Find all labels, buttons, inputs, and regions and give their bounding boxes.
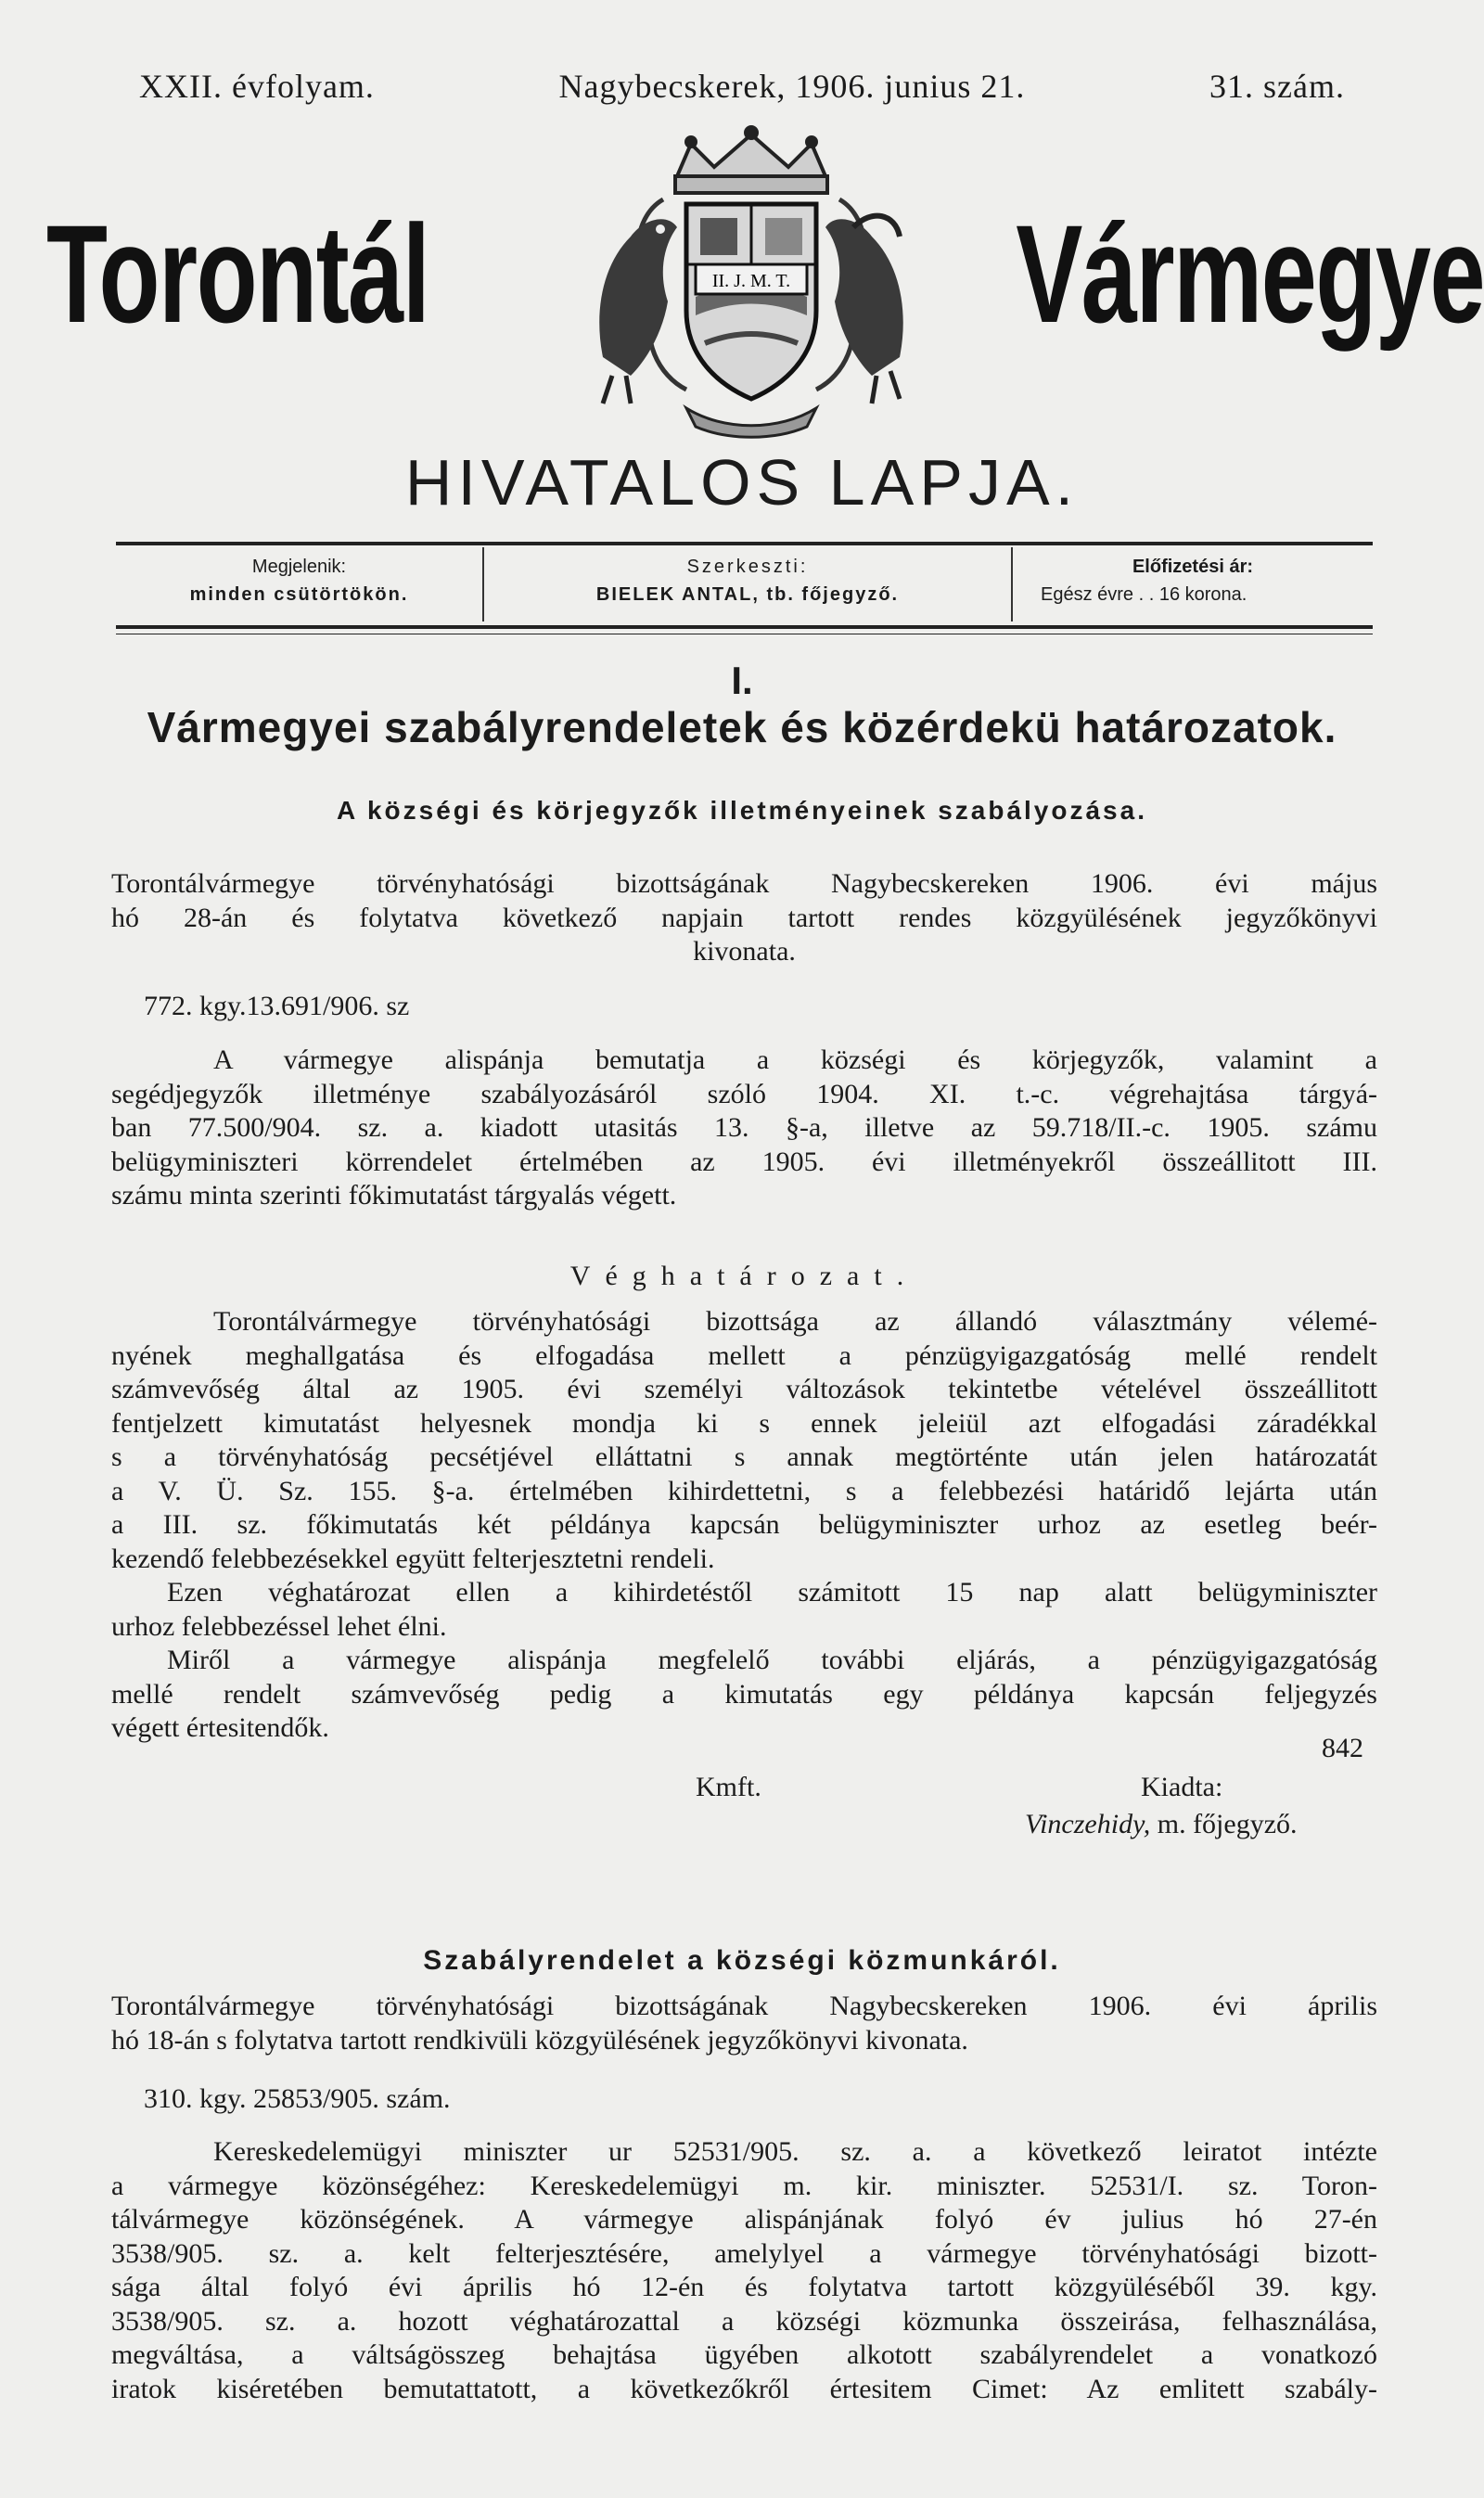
issued-label: Kiadta: [1141,1772,1223,1802]
article2-reference: 310. kgy. 25853/905. szám. [144,2083,451,2114]
text-line: a III. sz. főkimutatás két példánya kapcsán belügyminiszter urhoz az esetleg beér- [111,1509,1377,1540]
issue-number: 31. szám. [1209,68,1345,105]
text-line: A vármegye alispánja bemutatja a községi és körjegyzők, valamint a [213,1044,1377,1075]
text-line: mellé rendelt számvevőség pedig a kimutatás egy példánya kapcsán feljegyzés [111,1678,1377,1710]
text-line: fentjelzett kimutatást helyesnek mondja ki s ennek jeleiül azt elfogadási záradékkal [111,1407,1377,1439]
article1-paragraph [111,1044,1377,1213]
signature [1025,1809,1298,1840]
section-title: Vármegyei szabályrendeletek és közérdekü határozatok. [147,703,1337,751]
article1-intro [111,867,1377,969]
text-line: urhoz felebbezéssel lehet élni. [111,1610,447,1642]
article1-decision [111,1305,1377,1746]
text-line: megváltása, a váltságösszeg behajtása ügyében alkotott szabályrendelet a vonatkozó [111,2339,1377,2370]
text-line: nyének meghallgatása és elfogadása mellett a pénzügyigazgatóság mellé rendelt [111,1339,1377,1371]
top-rule [116,542,1373,545]
text-line: számu minta szerinti főkimutatást tárgyalás végett. [111,1180,677,1211]
text-line: ban 77.500/904. sz. a. kiadott utasitás 13. §-a, illetve az 59.718/II.-c. 1905. számu [111,1112,1377,1143]
text-line: hó 28-án és folytatva következő napjain tartott rendes közgyülésének jegyzőkönyvi [111,902,1377,933]
text-line: Ezen véghatározat ellen a kihirdetéstől számitott 15 nap alatt belügyminiszter [167,1577,1377,1608]
publication-info [116,547,482,621]
price-label: Előfizetési ár: [1132,557,1254,577]
text-line: végett értesitendők. [111,1712,329,1743]
published-value: minden csütörtökön. [189,584,409,605]
article2-intro [111,1990,1377,2057]
issue-header [139,67,1345,106]
text-line: kivonata. [693,936,796,967]
text-line: számvevőség által az 1905. évi személyi változások tekintetbe vételével összeállitott [111,1374,1377,1404]
text-line: Torontálvármegye törvényhatósági bizottsága az állandó választmány vélemé- [213,1306,1377,1337]
article-title: A községi és körjegyzők illetményeinek szabályozása. [337,796,1147,825]
text-line: segédjegyzők illetménye szabályozásáról szóló 1904. XI. t.-c. végrehajtása tárgyá- [111,1078,1377,1109]
bottom-rule [116,625,1373,629]
text-line: Miről a vármegye alispánja megfelelő további eljárás, a pénzügyigazgatóság [167,1645,1377,1675]
text-line: Torontálvármegye törvényhatósági bizottságának Nagybecskereken 1906. évi április [111,1991,1377,2021]
place-date: Nagybecskerek, 1906. junius 21. [558,68,1026,105]
text-line: iratok kiséretében bemutattatott, a következőkről értesitem Cimet: Az emlitett szabály- [111,2373,1377,2404]
published-label: Megjelenik: [251,557,347,577]
article2-paragraph [111,2135,1377,2406]
text-line: 3538/905. sz. a. hozott véghatározattal a községi közmunka összeirása, felhasználása, [111,2305,1377,2337]
text-line: a V. Ü. Sz. 155. §-a. értelmében kihirdettetni, s a felebbezési határidő lejárta után [111,1475,1377,1506]
text-line: kezendő felebbezésekkel együtt felterjesztetni rendeli. [111,1543,715,1574]
masthead-title-left: Torontál [46,196,429,352]
text-line: a vármegye közönségéhez: Kereskedelemügyi m. kir. miniszter. 52531/I. sz. Toron- [111,2170,1377,2201]
text-line: tálvármegye közönségének. A vármegye alispánjának folyó év julius hó 27-én [111,2204,1377,2235]
editor-label: Szerkeszti: [686,557,809,577]
text-line: Torontálvármegye törvényhatósági bizottságának Nagybecskereken 1906. évi május [111,868,1377,899]
masthead-title-right: Vármegye [1016,196,1484,352]
editor-info [482,547,1011,621]
document-number: 842 [1322,1733,1363,1763]
volume-label: XXII. évfolyam. [139,68,375,105]
signer-title: m. főjegyző. [1157,1809,1298,1839]
editor-value: BIELEK ANTAL, tb. főjegyző. [595,584,900,605]
text-line: s a törvényhatóság pecsétjével elláttatni s annak megtörténte után jelen határozatát [111,1441,1377,1472]
article1-reference: 772. kgy.13.691/906. sz [144,991,410,1021]
crest-label: II. J. M. T. [711,271,791,291]
text-line: Kereskedelemügyi miniszter ur 52531/905. sz. a. a következő leiratot intézte [213,2136,1377,2167]
coat-of-arms-icon [575,125,928,441]
signer-name: Vinczehidy, [1025,1809,1151,1839]
text-line: hó 18-án s folytatva tartott rendkivüli közgyülésének jegyzőkönyvi kivonata. [111,2024,968,2056]
kmft-label: Kmft. [696,1772,761,1802]
text-line: 3538/905. sz. a. kelt felterjesztésére, amelylyel a vármegye törvényhatósági bizott- [111,2237,1377,2269]
info-bar [116,547,1373,621]
decision-heading: Véghatározat. [569,1261,919,1291]
section-number: I. [731,659,753,702]
text-line: belügyminiszteri körrendelet értelmében az 1905. évi illetményekről összeállitott III. [111,1146,1377,1177]
masthead-subtitle: HIVATALOS LAPJA. [404,446,1080,519]
subscription-info [1011,547,1373,621]
price-value: Egész évre . . 16 korona. [1041,584,1247,605]
article2-title: Szabályrendelet a községi közmunkáról. [423,1945,1061,1976]
masthead [46,125,1484,431]
text-line: sága által folyó évi április hó 12-én és folytatva tartott közgyüléséből 39. kgy. [111,2272,1377,2302]
